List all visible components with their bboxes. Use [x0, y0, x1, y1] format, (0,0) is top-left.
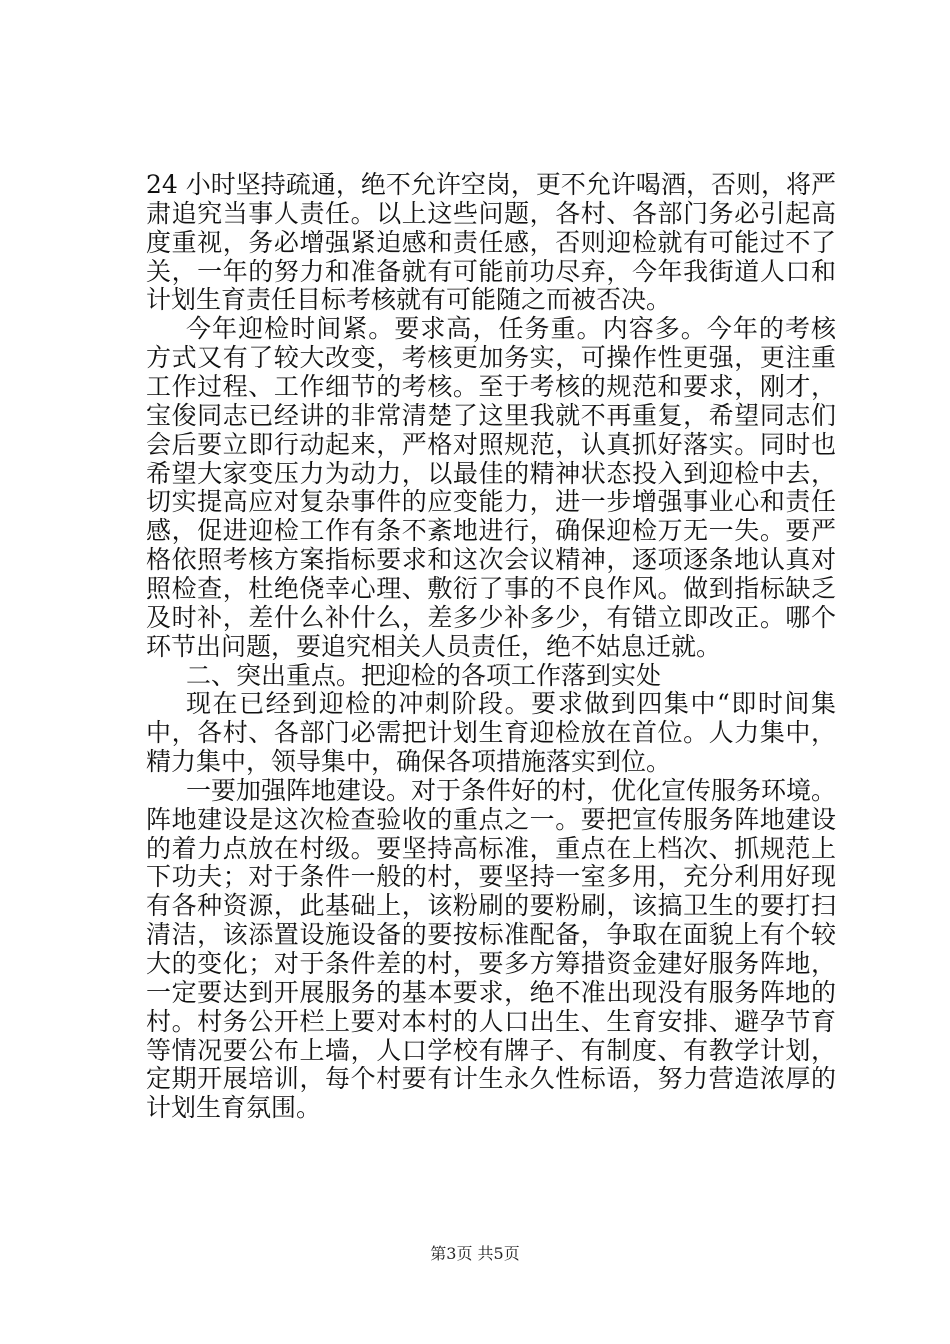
- body-text-line: 及时补，差什么补什么，差多少补多少，有错立即改正。哪个: [146, 602, 836, 632]
- body-text-line: 格依照考核方案指标要求和这次会议精神，逐项逐条地认真对: [146, 545, 836, 574]
- body-text-line: 24 小时坚持疏通，绝不允许空岗，更不允许喝酒，否则，将严: [146, 170, 836, 199]
- body-text-line: 大的变化；对于条件差的村，要多方筹措资金建好服务阵地，: [146, 949, 836, 978]
- body-text-line: 感，促进迎检工作有条不紊地进行，确保迎检万无一失。要严: [146, 516, 836, 546]
- body-text-line: 环节出问题，要追究相关人员责任，绝不姑息迁就。: [146, 631, 722, 661]
- body-text-line: 定期开展培训，每个村要有计生永久性标语，努力营造浓厚的: [146, 1064, 836, 1094]
- paragraph-first-line: 今年迎检时间紧。要求高，任务重。内容多。今年的考核: [186, 314, 836, 344]
- body-text-line: 肃追究当事人责任。以上这些问题，各村、各部门务必引起高: [146, 198, 836, 228]
- body-text-line: 中，各村、各部门必需把计划生育迎检放在首位。人力集中，: [146, 718, 836, 748]
- body-text-line: 计划生育责任目标考核就有可能随之而被否决。: [146, 285, 672, 315]
- body-text-line: 方式又有了较大改变，考核更加务实，可操作性更强，更注重: [146, 343, 836, 373]
- section-heading: 二、突出重点。把迎检的各项工作落到实处: [186, 660, 662, 690]
- paragraph-first-line: 一要加强阵地建设。对于条件好的村，优化宣传服务环境。: [186, 775, 837, 805]
- body-text-line: 工作过程、工作细节的考核。至于考核的规范和要求，刚才，: [146, 372, 836, 401]
- body-text-line: 一定要达到开展服务的基本要求，绝不准出现没有服务阵地的: [146, 977, 836, 1007]
- page-number-footer: 第3页 共5页: [430, 1244, 520, 1263]
- body-text-line: 村。村务公开栏上要对本村的人口出生、生育安排、避孕节育: [146, 1006, 836, 1036]
- body-text-line: 计划生育氛围。: [146, 1093, 322, 1123]
- paragraph-first-line: 现在已经到迎检的冲刺阶段。要求做到四集中“即时间集: [186, 689, 836, 719]
- body-text-line: 希望大家变压力为动力，以最佳的精神状态投入到迎检中去，: [146, 458, 836, 488]
- body-text-line: 切实提高应对复杂事件的应变能力，进一步增强事业心和责任: [146, 487, 836, 517]
- body-text-line: 关，一年的努力和准备就有可能前功尽弃，今年我街道人口和: [146, 256, 836, 286]
- body-text-line: 等情况要公布上墙，人口学校有牌子、有制度、有教学计划，: [146, 1035, 836, 1065]
- body-text-line: 度重视，务必增强紧迫感和责任感，否则迎检就有可能过不了: [146, 227, 836, 257]
- body-text-line: 照检查，杜绝侥幸心理、敷衍了事的不良作风。做到指标缺乏: [146, 573, 836, 603]
- body-text-line: 下功夫；对于条件一般的村，要坚持一室多用，充分利用好现: [146, 862, 836, 892]
- body-text-line: 阵地建设是这次检查验收的重点之一。要把宣传服务阵地建设: [146, 804, 836, 834]
- body-text-line: 精力集中，领导集中，确保各项措施落实到位。: [146, 747, 672, 776]
- body-text-line: 会后要立即行动起来，严格对照规范，认真抓好落实。同时也: [146, 429, 836, 459]
- body-text-line: 宝俊同志已经讲的非常清楚了这里我就不再重复，希望同志们: [146, 400, 836, 430]
- body-text-line: 有各种资源，此基础上，该粉刷的要粉刷，该搞卫生的要打扫: [146, 891, 836, 921]
- body-text-line: 清洁，该添置设施设备的要按标准配备，争取在面貌上有个较: [146, 920, 836, 950]
- body-text-line: 的着力点放在村级。要坚持高标准，重点在上档次、抓规范上: [146, 833, 836, 863]
